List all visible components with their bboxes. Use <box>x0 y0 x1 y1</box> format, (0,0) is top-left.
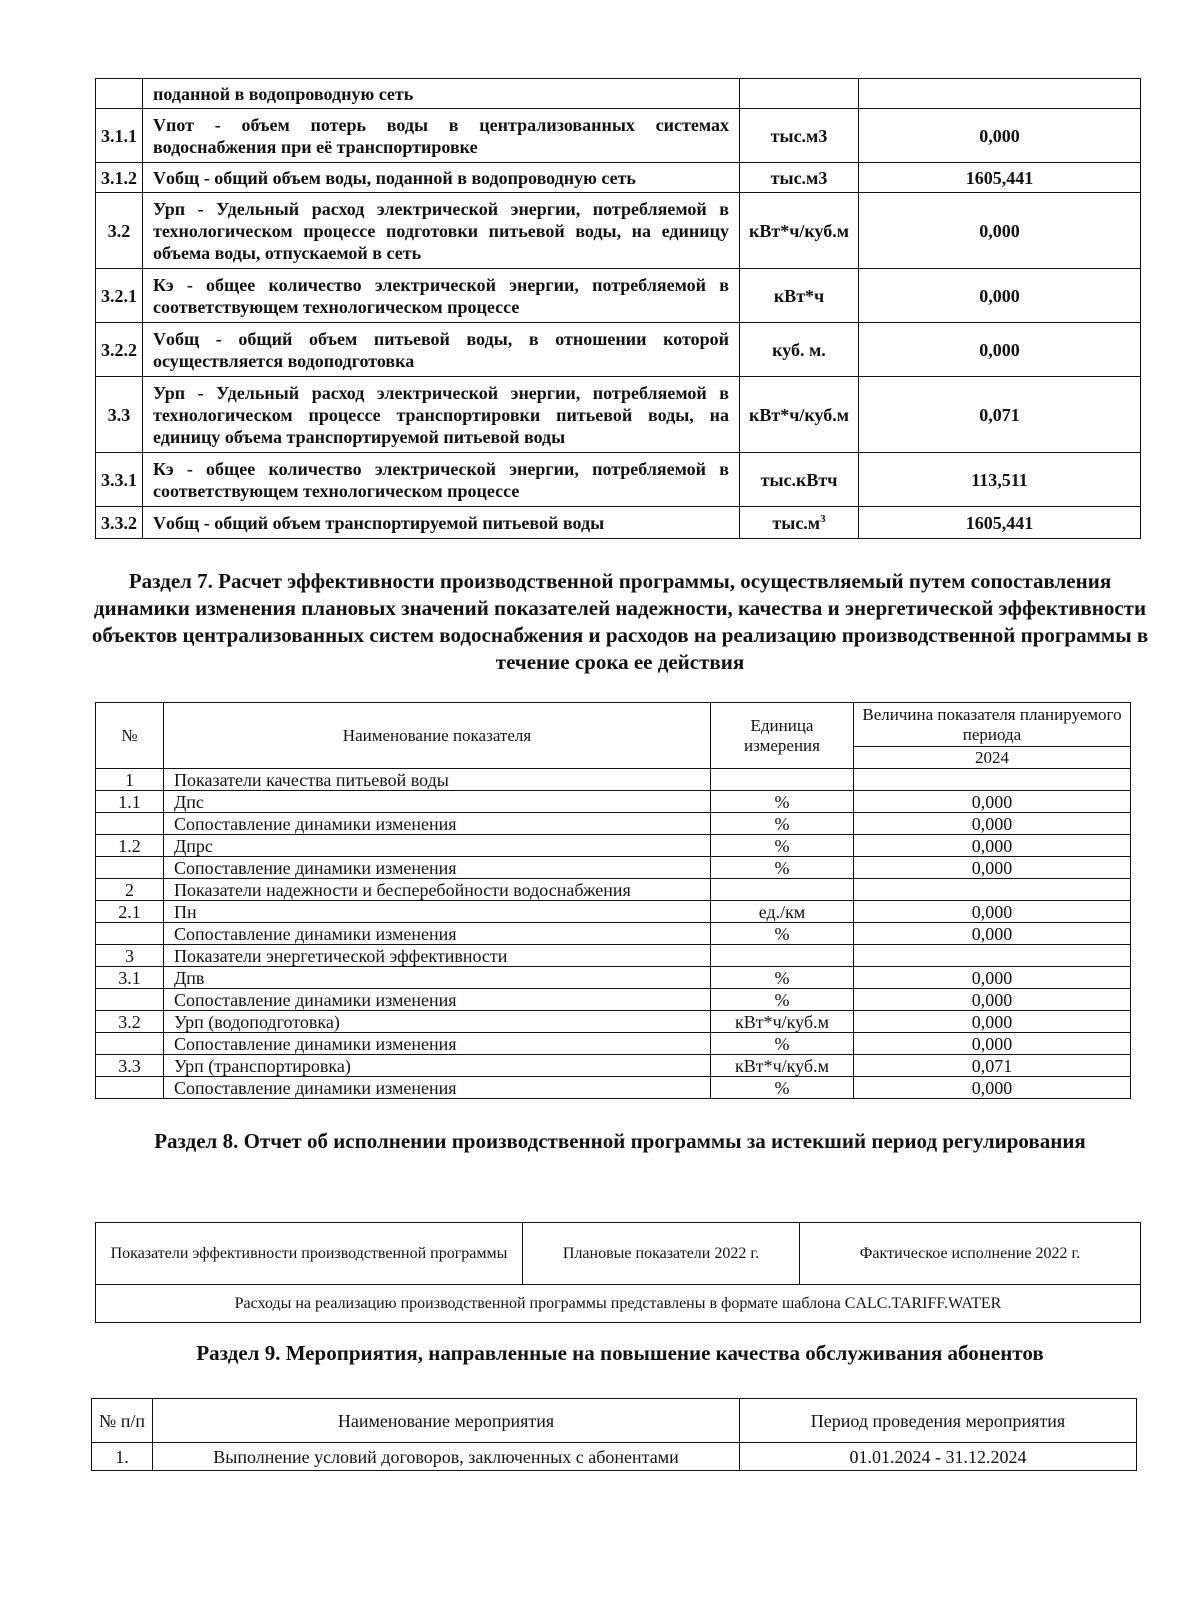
row-name: Сопоставление динамики изменения <box>164 813 711 835</box>
section-7-title: Раздел 7. Расчет эффективности производственной программы, осуществляемый путем сопоставления динамики изменения плановых значений показателей надежности, качества и энергетической эффективности объектов централизованных систем водоснабжения и расходов на реализацию производственной программы в течение срока ее действия <box>91 569 1149 674</box>
row-name: поданной в водопроводную сеть <box>143 79 740 109</box>
row-number <box>96 1033 164 1055</box>
table-row <box>96 857 1131 879</box>
unit-text: тыс.м <box>772 512 821 533</box>
row-unit <box>711 879 854 901</box>
row-number: 2 <box>96 879 164 901</box>
table-row <box>96 377 1141 453</box>
row-value: 0,000 <box>854 967 1131 989</box>
table-row <box>96 163 1141 193</box>
table-row <box>96 1055 1131 1077</box>
row-number: 3.2.1 <box>96 269 143 323</box>
row-unit: % <box>711 989 854 1011</box>
row-number: 3 <box>96 945 164 967</box>
header-row <box>96 703 1131 747</box>
row-value: 0,000 <box>854 1077 1131 1099</box>
row-unit <box>740 79 859 109</box>
header-number: № <box>96 703 164 769</box>
expenses-note: Расходы на реализацию производственной программы представлены в формате шаблона CALC.TARIFF.WATER <box>96 1285 1141 1323</box>
row-number: 1.1 <box>96 791 164 813</box>
row-value: 1605,441 <box>859 163 1141 193</box>
row-unit: тыс.м3 <box>740 163 859 193</box>
table-row <box>96 269 1141 323</box>
row-value: 0,000 <box>854 901 1131 923</box>
row-value: 0,000 <box>859 269 1141 323</box>
table-row <box>92 1443 1137 1471</box>
row-unit: куб. м. <box>740 323 859 377</box>
table-row <box>96 945 1131 967</box>
row-number: 3.1 <box>96 967 164 989</box>
row-value: 0,000 <box>854 835 1131 857</box>
row-number <box>96 1077 164 1099</box>
table-row <box>96 1033 1131 1055</box>
row-name: Vпот - объем потерь воды в централизованных системах водоснабжения при её транспортировке <box>143 109 740 163</box>
row-unit: кВт*ч/куб.м <box>740 377 859 453</box>
row-name: Урп (водоподготовка) <box>164 1011 711 1033</box>
row-name: Vобщ - общий объем питьевой воды, в отношении которой осуществляется водоподготовка <box>143 323 740 377</box>
row-value: 0,000 <box>854 813 1131 835</box>
row-name: Пн <box>164 901 711 923</box>
row-number <box>96 989 164 1011</box>
row-unit: % <box>711 923 854 945</box>
row-unit <box>740 507 859 539</box>
row-name: Vобщ - общий объем воды, поданной в водопроводную сеть <box>143 163 740 193</box>
table-row <box>96 507 1141 539</box>
row-value: 0,000 <box>859 109 1141 163</box>
table-row <box>96 193 1141 269</box>
row-value: 0,000 <box>854 857 1131 879</box>
row-name: Сопоставление динамики изменения <box>164 857 711 879</box>
row-unit <box>711 769 854 791</box>
table-row <box>96 109 1141 163</box>
row-name: Урп - Удельный расход электрической энергии, потребляемой в технологическом процессе транспортировки питьевой воды, на единицу объема транспортируемой питьевой воды <box>143 377 740 453</box>
header-indicators: Показатели эффективности производственной программы <box>96 1223 523 1285</box>
row-name: Дпрс <box>164 835 711 857</box>
row-period: 01.01.2024 - 31.12.2024 <box>740 1443 1137 1471</box>
row-name: Кэ - общее количество электрической энергии, потребляемой в соответствующем технологическом процессе <box>143 453 740 507</box>
table-row <box>96 1011 1131 1033</box>
row-value <box>854 879 1131 901</box>
row-value: 0,071 <box>854 1055 1131 1077</box>
row-unit: % <box>711 1033 854 1055</box>
section-8-title: Раздел 8. Отчет об исполнении производственной программы за истекший период регулирования <box>154 1129 1086 1153</box>
row-name: Показатели качества питьевой воды <box>164 769 711 791</box>
indicators-continuation-table <box>95 78 1141 539</box>
row-name: Сопоставление динамики изменения <box>164 989 711 1011</box>
row-name: Урп (транспортировка) <box>164 1055 711 1077</box>
row-value: 0,000 <box>854 1033 1131 1055</box>
table-row <box>96 923 1131 945</box>
header-name: Наименование показателя <box>164 703 711 769</box>
table-row <box>96 879 1131 901</box>
row-number <box>96 813 164 835</box>
header-row <box>92 1399 1137 1443</box>
table-row <box>96 989 1131 1011</box>
table-row <box>96 791 1131 813</box>
row-unit <box>711 945 854 967</box>
table-row <box>96 901 1131 923</box>
table-row <box>96 79 1141 109</box>
row-name: Дпс <box>164 791 711 813</box>
table-row <box>96 323 1141 377</box>
row-number: 3.2 <box>96 1011 164 1033</box>
row-number: 1.2 <box>96 835 164 857</box>
row-value: 0,000 <box>859 323 1141 377</box>
table-row <box>96 835 1131 857</box>
row-name: Дпв <box>164 967 711 989</box>
row-number: 2.1 <box>96 901 164 923</box>
row-name: Выполнение условий договоров, заключенных с абонентами <box>153 1443 740 1471</box>
header-actual: Фактическое исполнение 2022 г. <box>800 1223 1141 1285</box>
row-number: 1 <box>96 769 164 791</box>
row-number: 3.3 <box>96 377 143 453</box>
row-value: 0,000 <box>854 791 1131 813</box>
row-name: Сопоставление динамики изменения <box>164 923 711 945</box>
row-unit: % <box>711 835 854 857</box>
row-unit: тыс.м3 <box>740 109 859 163</box>
row-number: 3.3.2 <box>96 507 143 539</box>
row-number: 3.1.1 <box>96 109 143 163</box>
efficiency-table <box>95 702 1131 1099</box>
row-unit: % <box>711 813 854 835</box>
table-row <box>96 769 1131 791</box>
row-unit: % <box>711 791 854 813</box>
row-unit: тыс.кВтч <box>740 453 859 507</box>
service-measures-table <box>91 1398 1137 1471</box>
row-name: Кэ - общее количество электрической энергии, потребляемой в соответствующем технологическом процессе <box>143 269 740 323</box>
header-value: Величина показателя планируемого периода <box>854 703 1131 747</box>
header-planned: Плановые показатели 2022 г. <box>523 1223 800 1285</box>
unit-superscript: 3 <box>820 512 826 525</box>
row-value: 0,071 <box>859 377 1141 453</box>
row-unit: кВт*ч/куб.м <box>711 1011 854 1033</box>
row-name: Сопоставление динамики изменения <box>164 1033 711 1055</box>
row-name: Показатели энергетической эффективности <box>164 945 711 967</box>
row-value: 113,511 <box>859 453 1141 507</box>
row-number: 3.1.2 <box>96 163 143 193</box>
row-unit: кВт*ч/куб.м <box>740 193 859 269</box>
row-name: Vобщ - общий объем транспортируемой питьевой воды <box>143 507 740 539</box>
row-unit: кВт*ч <box>740 269 859 323</box>
row-name: Урп - Удельный расход электрической энергии, потребляемой в технологическом процессе подготовки питьевой воды, на единицу объема воды, отпускаемой в сеть <box>143 193 740 269</box>
row-number <box>96 923 164 945</box>
row-value: 0,000 <box>859 193 1141 269</box>
row-unit: % <box>711 1077 854 1099</box>
row-value: 1605,441 <box>859 507 1141 539</box>
header-period: Период проведения мероприятия <box>740 1399 1137 1443</box>
table-row <box>96 967 1131 989</box>
header-name: Наименование мероприятия <box>153 1399 740 1443</box>
row-number: 3.2.2 <box>96 323 143 377</box>
row-value <box>854 945 1131 967</box>
header-year: 2024 <box>854 747 1131 769</box>
table-row <box>96 813 1131 835</box>
row-unit: ед./км <box>711 901 854 923</box>
row-unit: % <box>711 857 854 879</box>
row-number <box>96 857 164 879</box>
row-name: Сопоставление динамики изменения <box>164 1077 711 1099</box>
header-number: № п/п <box>92 1399 153 1443</box>
section-9-title: Раздел 9. Мероприятия, направленные на повышение качества обслуживания абонентов <box>196 1341 1044 1365</box>
row-number: 1. <box>92 1443 153 1471</box>
row-number: 3.3.1 <box>96 453 143 507</box>
row-value <box>859 79 1141 109</box>
header-row <box>96 1223 1141 1285</box>
header-unit: Единица измерения <box>711 703 854 769</box>
row-value <box>854 769 1131 791</box>
row-name: Показатели надежности и бесперебойности водоснабжения <box>164 879 711 901</box>
table-row <box>96 453 1141 507</box>
row-value: 0,000 <box>854 989 1131 1011</box>
row-unit: % <box>711 967 854 989</box>
row-number <box>96 79 143 109</box>
row-value: 0,000 <box>854 923 1131 945</box>
table-row <box>96 1285 1141 1323</box>
row-unit: кВт*ч/куб.м <box>711 1055 854 1077</box>
row-number: 3.3 <box>96 1055 164 1077</box>
execution-report-table <box>95 1222 1141 1323</box>
row-value: 0,000 <box>854 1011 1131 1033</box>
table-row <box>96 1077 1131 1099</box>
row-number: 3.2 <box>96 193 143 269</box>
